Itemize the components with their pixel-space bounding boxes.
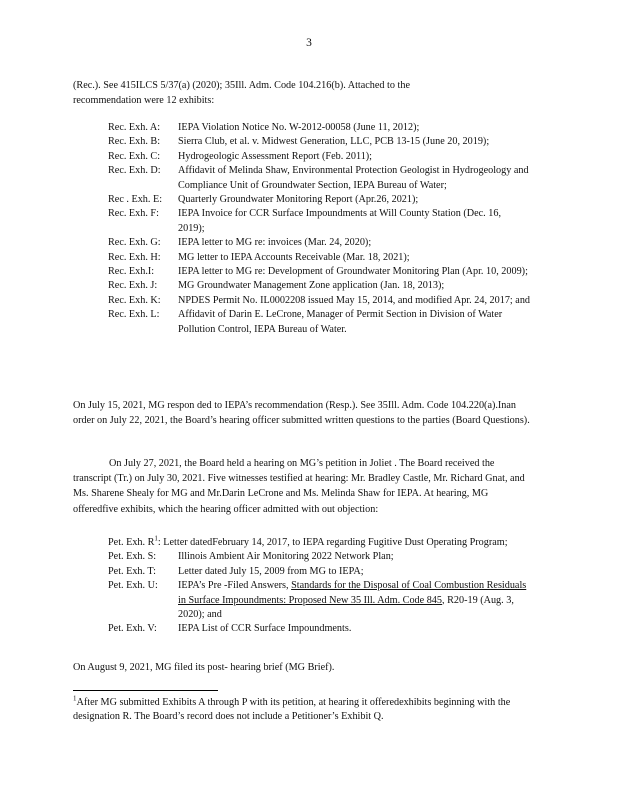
pet-exhibit-item bbox=[108, 565, 530, 579]
rec-exhibit-text: IEPA Violation Notice No. W-2012-00058 (June 11, 2012); bbox=[178, 122, 420, 133]
pet-exhibit-label: Pet. Exh. T: bbox=[108, 565, 156, 577]
rec-exhibit-text: Hydrogeologic Assessment Report (Feb. 2011); bbox=[178, 150, 373, 162]
pet-exhibit-u-title: Standards for the Disposal of Coal Combustion Residuals in Surface Impoundments: Proposed New 35 Ill. Adm. Code 845 bbox=[178, 580, 527, 606]
rec-exhibit-label: Rec. Exh. A: bbox=[108, 122, 161, 133]
rec-exhibit-item bbox=[108, 193, 530, 207]
pet-exhibit-text: : Letter datedFebruary 14, 2017, to IEPA regarding Fugitive Dust Operating Program; bbox=[157, 537, 508, 548]
rec-exhibit-label: Rec . Exh. E: bbox=[108, 194, 163, 206]
rec-exhibit-text: IEPA letter to MG re: Development of Groundwater Monitoring Plan (Apr. 10, 2009); bbox=[178, 266, 528, 278]
rec-exhibit-label: Rec. Exh. J: bbox=[108, 280, 158, 292]
footnote-reference: 1 bbox=[154, 534, 158, 543]
rec-exhibit-item bbox=[108, 265, 530, 279]
pet-exhibit-u-suffix: , R20-19 (Aug. 3, 2020); and bbox=[178, 594, 514, 621]
rec-exhibit-label: Rec. Exh. D: bbox=[108, 165, 161, 177]
intro-line-2: recommendation were 12 exhibits: bbox=[73, 95, 215, 107]
rec-exhibit-text: MG Groundwater Management Zone application (Jan. 18, 2013); bbox=[178, 280, 445, 292]
paragraph-july-15: On July 15, 2021, MG respon ded to IEPA’s recommendation (Resp.). See 35Ill. Adm. Code 104.220(a).Inan order on July 22, 2021, the Board’s hearing officer submitted written questions to the parties (Board Questions). bbox=[73, 400, 530, 427]
rec-exhibit-label: Rec. Exh. K: bbox=[108, 294, 161, 306]
pet-exhibit-text: Illinois Ambient Air Monitoring 2022 Network Plan; bbox=[178, 551, 394, 563]
rec-exhibit-text: Sierra Club, et al. v. Midwest Generation, LLC, PCB 13-15 (June 20, 2019); bbox=[178, 136, 490, 148]
pet-exhibit-label: Pet. Exh. V: bbox=[108, 623, 157, 635]
pet-exhibit-label: Pet. Exh. S: bbox=[108, 551, 157, 563]
rec-exhibit-item bbox=[108, 135, 530, 149]
rec-exhibit-item bbox=[108, 150, 530, 164]
pet-exhibit-list bbox=[108, 536, 530, 637]
rec-exhibit-text: Quarterly Groundwater Monitoring Report (Apr.26, 2021); bbox=[178, 194, 419, 206]
rec-exhibit-item bbox=[108, 207, 530, 236]
intro-line-1: (Rec.). See 415ILCS 5/37(a) (2020); 35Ill. Adm. Code 104.216(b). Attached to the bbox=[73, 80, 410, 91]
pet-exhibit-r-label: Pet. Exh. R bbox=[108, 537, 155, 548]
footnote bbox=[73, 696, 535, 724]
rec-exhibit-label: Rec. Exh. B: bbox=[108, 136, 161, 148]
rec-exhibit-text: IEPA Invoice for CCR Surface Impoundments at Will County Station (Dec. 16, 2019); bbox=[178, 208, 502, 234]
rec-exhibit-list bbox=[108, 121, 530, 337]
rec-exhibit-label: Rec. Exh. F: bbox=[108, 208, 159, 220]
rec-exhibit-label: Rec. Exh. H: bbox=[108, 251, 161, 263]
pet-exhibit-label bbox=[108, 536, 158, 550]
pet-exhibit-text bbox=[178, 579, 530, 622]
pet-exhibit-u-prefix: IEPA’s Pre -Filed Answers, bbox=[178, 580, 292, 592]
pet-exhibit-item bbox=[108, 536, 530, 550]
pet-exhibit-text: IEPA List of CCR Surface Impoundments. bbox=[178, 623, 352, 635]
rec-exhibit-item bbox=[108, 308, 530, 337]
rec-exhibit-item bbox=[108, 121, 530, 135]
rec-exhibit-text: Affidavit of Melinda Shaw, Environmental Protection Geologist in Hydrogeology and Compliance Unit of Groundwater Section, IEPA Bureau of Water; bbox=[178, 165, 529, 191]
pet-exhibit-label: Pet. Exh. U: bbox=[108, 580, 158, 592]
footnote-divider bbox=[73, 690, 218, 691]
page-number: 3 bbox=[306, 37, 312, 49]
pet-exhibit-item bbox=[108, 550, 530, 564]
footnote-mark: 1 bbox=[73, 694, 77, 703]
rec-exhibit-item bbox=[108, 236, 530, 250]
rec-exhibit-label: Rec. Exh. G: bbox=[108, 237, 161, 249]
rec-exhibit-item bbox=[108, 164, 530, 193]
rec-exhibit-item bbox=[108, 251, 530, 265]
rec-exhibit-text: NPDES Permit No. IL0002208 issued May 15, 2014, and modified Apr. 24, 2017; and bbox=[178, 294, 531, 306]
rec-exhibit-label: Rec. Exh. L: bbox=[108, 309, 160, 321]
rec-exhibit-label: Rec. Exh. C: bbox=[108, 150, 161, 162]
rec-exhibit-text: MG letter to IEPA Accounts Receivable (Mar. 18, 2021); bbox=[178, 251, 410, 263]
rec-exhibit-item bbox=[108, 294, 530, 308]
paragraph-august-9: On August 9, 2021, MG filed its post- hearing brief (MG Brief). bbox=[73, 662, 335, 673]
rec-exhibit-item bbox=[108, 279, 530, 293]
pet-exhibit-item bbox=[108, 622, 530, 636]
pet-exhibit-text: Letter dated July 15, 2009 from MG to IEPA; bbox=[178, 565, 364, 577]
paragraph-july-27: On July 27, 2021, the Board held a hearing on MG’s petition in Joliet . The Board received the transcript (Tr.) on July 30, 2021. Five witnesses testified at hearing: Mr. Bradley Castle, Mr. Richard Gnat, and Ms. Sharene Shealy for MG and Mr.Darin LeCrone and Ms. Melinda Shaw for IEPA. At hearing, MG offeredfive exhibits, which the hearing officer admitted with out objection: bbox=[73, 458, 525, 515]
pet-exhibit-item bbox=[108, 579, 530, 622]
footnote-text: After MG submitted Exhibits A through P with its petition, at hearing it offeredexhibits beginning with the designation R. The Board’s record does not include a Petitioner’s Exhibit Q. bbox=[73, 697, 511, 722]
rec-exhibit-label: Rec. Exh.I: bbox=[108, 266, 155, 278]
rec-exhibit-text: IEPA letter to MG re: invoices (Mar. 24, 2020); bbox=[178, 237, 372, 249]
rec-exhibit-text: Affidavit of Darin E. LeCrone, Manager of Permit Section in Division of Water Pollution Control, IEPA Bureau of Water. bbox=[178, 309, 503, 335]
intro-paragraph bbox=[73, 78, 533, 108]
